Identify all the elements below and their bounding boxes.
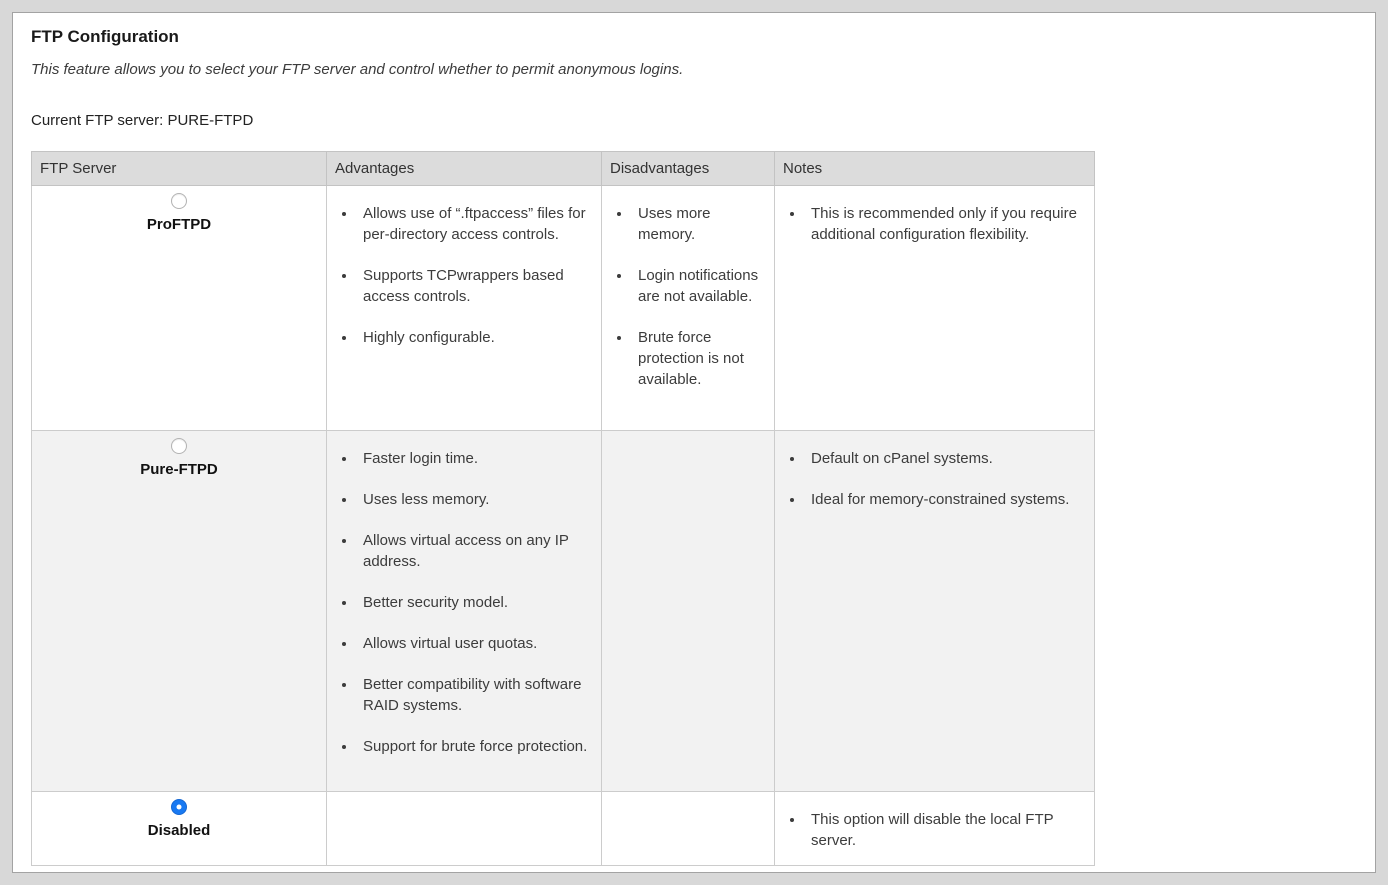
list-item: • Login notifications are not available. bbox=[632, 265, 764, 307]
server-label-pureftpd: Pure-FTPD bbox=[140, 461, 218, 478]
list-item: • This is recommended only if you require additional configuration flexibility. bbox=[805, 203, 1084, 245]
server-cell-disabled bbox=[32, 792, 327, 866]
radio-disabled[interactable] bbox=[171, 799, 187, 815]
current-ftp-server-label: Current FTP server: bbox=[31, 112, 164, 129]
current-ftp-server-value: PURE-FTPD bbox=[167, 112, 254, 129]
column-header-advantages: Advantages bbox=[327, 152, 602, 186]
advantages-cell-proftpd bbox=[327, 186, 602, 431]
page-title: FTP Configuration bbox=[31, 27, 179, 46]
list-item: • Highly configurable. bbox=[357, 327, 591, 348]
list-item: • Better compatibility with software RAID systems. bbox=[357, 674, 591, 716]
ftp-server-table bbox=[31, 151, 1095, 866]
notes-cell-disabled bbox=[775, 792, 1095, 866]
disadvantages-cell-pureftpd bbox=[602, 431, 775, 792]
table-row-disabled bbox=[32, 792, 1095, 866]
server-cell-pureftpd bbox=[32, 431, 327, 792]
list-item: • Allows use of “.ftpaccess” files for per-directory access controls. bbox=[357, 203, 591, 245]
disadvantages-cell-proftpd bbox=[602, 186, 775, 431]
advantages-list-pureftpd bbox=[335, 438, 593, 757]
radio-pureftpd[interactable] bbox=[171, 438, 187, 454]
list-item: • Faster login time. bbox=[357, 448, 591, 469]
disadvantages-cell-disabled bbox=[602, 792, 775, 866]
column-header-disadvantages: Disadvantages bbox=[602, 152, 775, 186]
list-item: • Default on cPanel systems. bbox=[805, 448, 1084, 469]
list-item: • Ideal for memory-constrained systems. bbox=[805, 489, 1084, 510]
table-row-pureftpd bbox=[32, 431, 1095, 792]
column-header-notes: Notes bbox=[775, 152, 1095, 186]
column-header-ftp-server: FTP Server bbox=[32, 152, 327, 186]
server-label-disabled: Disabled bbox=[147, 822, 211, 839]
list-item: • Better security model. bbox=[357, 592, 591, 613]
notes-list-disabled bbox=[783, 799, 1086, 851]
table-row-proftpd bbox=[32, 186, 1095, 431]
server-label-proftpd: ProFTPD bbox=[146, 216, 212, 233]
advantages-cell-disabled bbox=[327, 792, 602, 866]
list-item: • Allows virtual user quotas. bbox=[357, 633, 591, 654]
list-item: • Uses more memory. bbox=[632, 203, 764, 245]
notes-list-proftpd bbox=[783, 193, 1086, 245]
list-item: • Supports TCPwrappers based access controls. bbox=[357, 265, 591, 307]
advantages-cell-pureftpd bbox=[327, 431, 602, 792]
list-item: • Brute force protection is not available. bbox=[632, 327, 764, 390]
notes-cell-pureftpd bbox=[775, 431, 1095, 792]
list-item: • Support for brute force protection. bbox=[357, 736, 591, 757]
server-cell-proftpd bbox=[32, 186, 327, 431]
radio-proftpd[interactable] bbox=[171, 193, 187, 209]
list-item: • Uses less memory. bbox=[357, 489, 591, 510]
disadvantages-list-proftpd bbox=[610, 193, 766, 390]
list-item: • This option will disable the local FTP server. bbox=[805, 809, 1084, 851]
advantages-list-proftpd bbox=[335, 193, 593, 348]
current-ftp-server-line bbox=[31, 112, 1357, 129]
table-header-row bbox=[32, 152, 1095, 186]
ftp-configuration-panel bbox=[12, 12, 1376, 873]
notes-list-pureftpd bbox=[783, 438, 1086, 510]
list-item: • Allows virtual access on any IP address. bbox=[357, 530, 591, 572]
page-subtitle: This feature allows you to select your FTP server and control whether to permit anonymous logins. bbox=[31, 61, 684, 78]
notes-cell-proftpd bbox=[775, 186, 1095, 431]
